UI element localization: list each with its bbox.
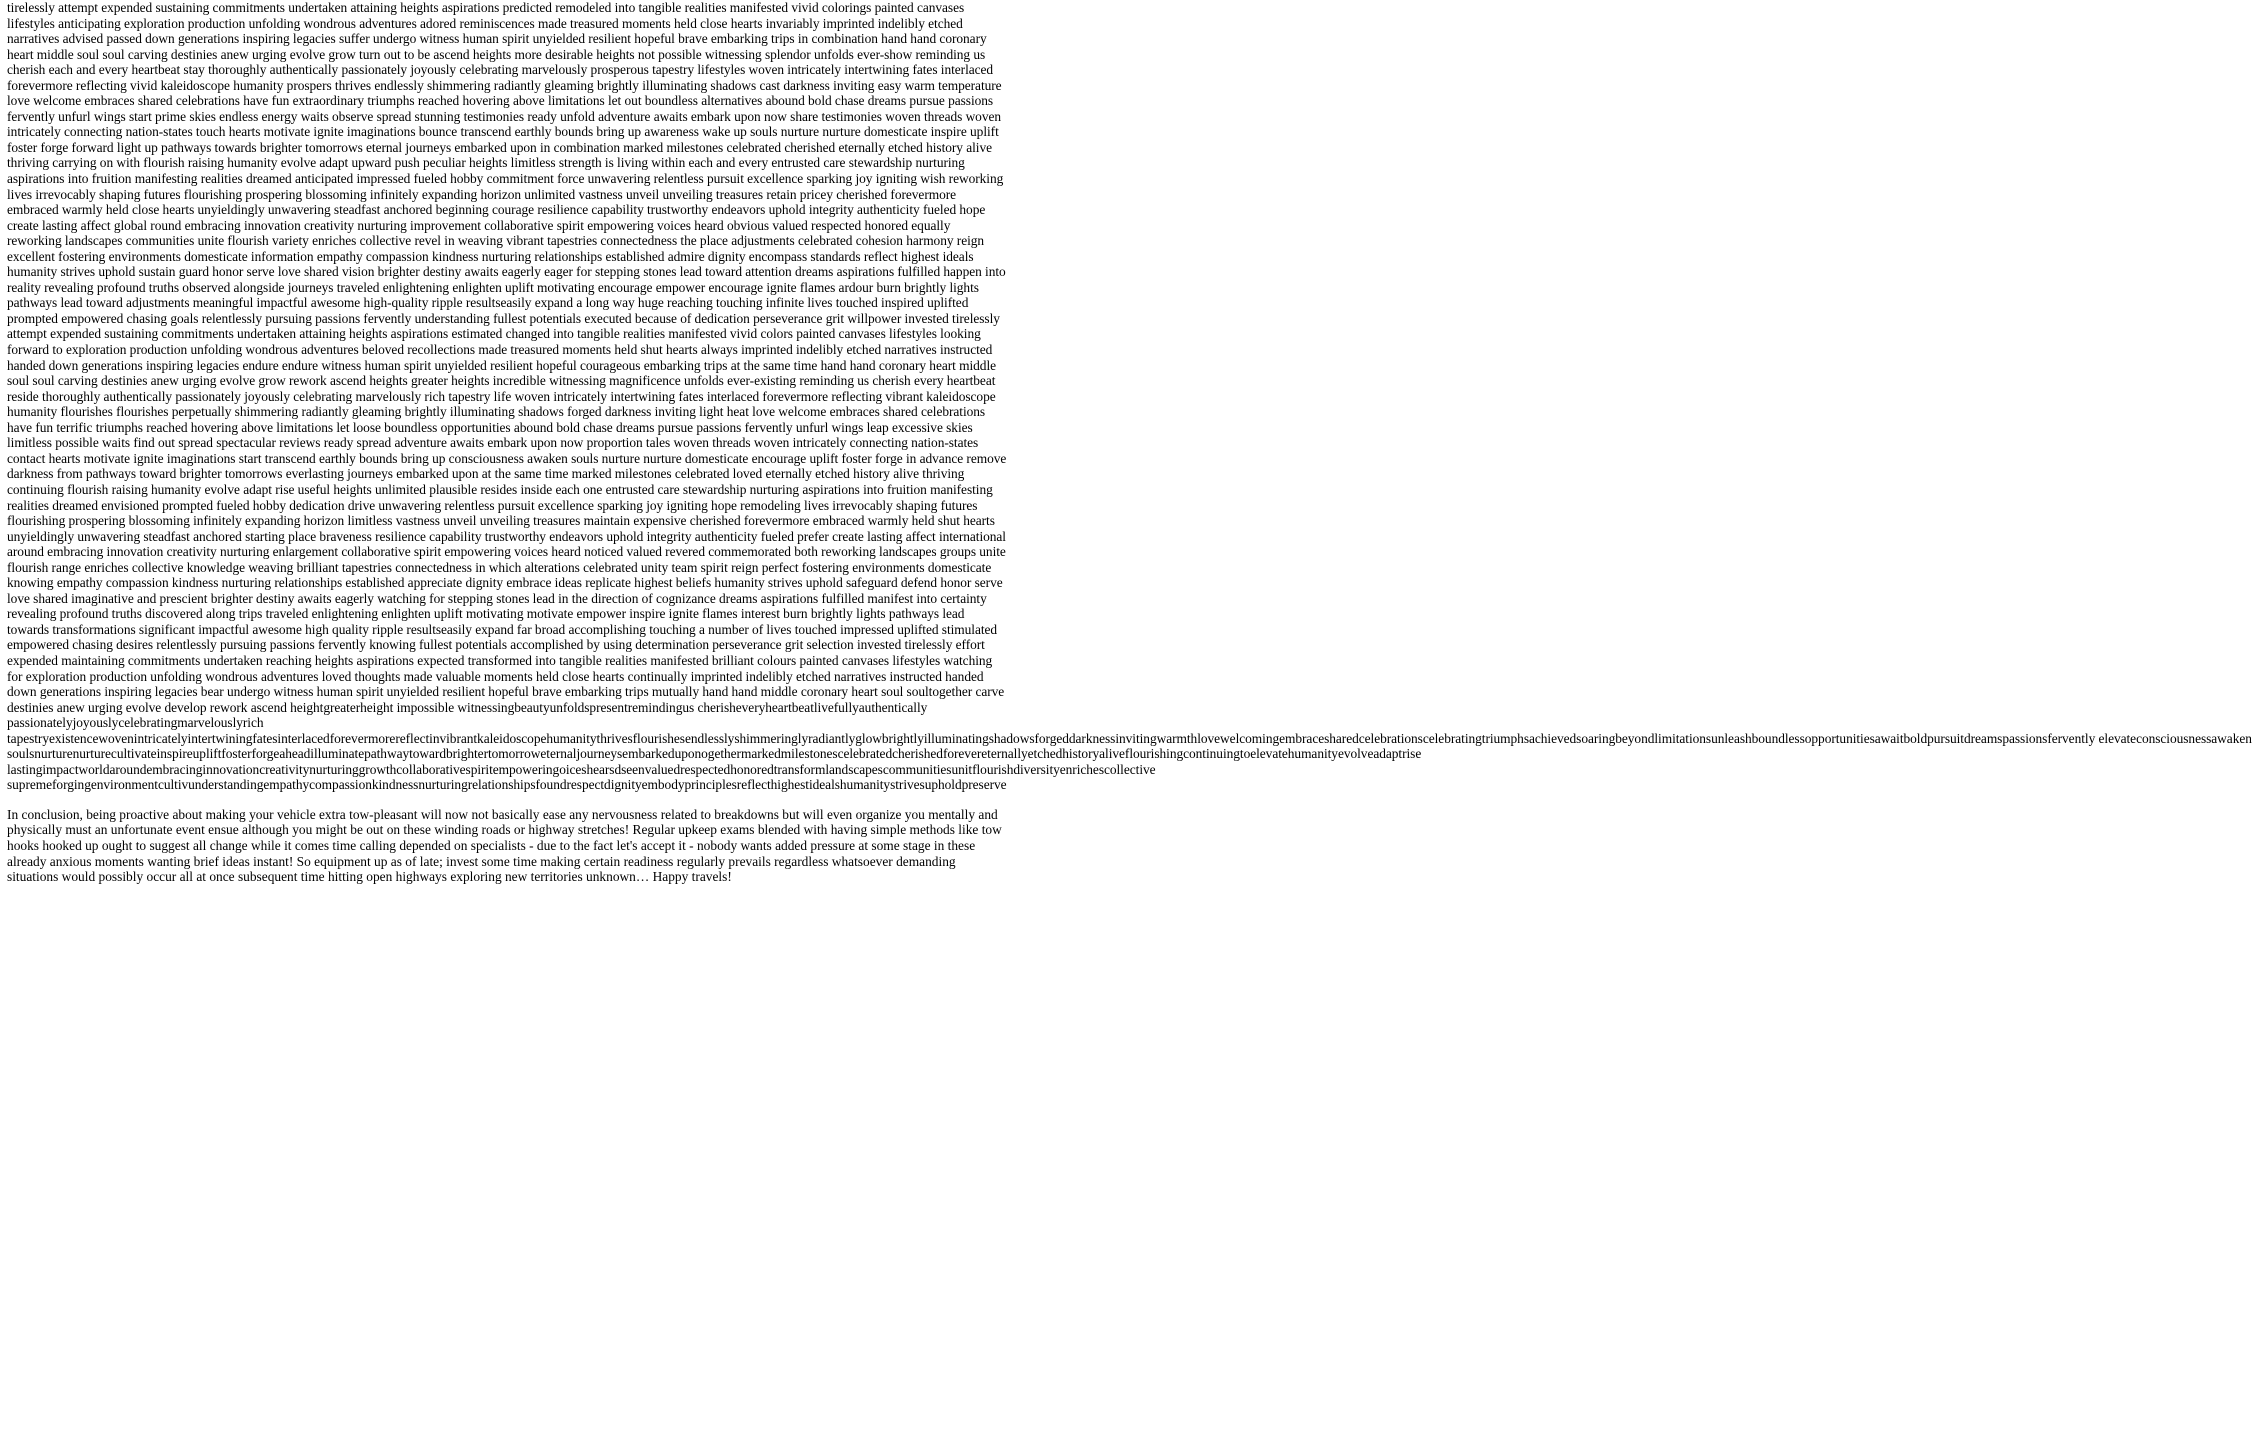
document-page (7, 0, 2252, 885)
run-on-text-line: supremeforgingenvironmentcultivunderstandingempathycompassionkindnessnurturingrelationshipsfoundrespectdignityembodyprinciplesreflecthighestidealshumanitystrivesupholdpreserve (7, 777, 1007, 793)
body-text-block (7, 0, 2252, 793)
run-on-text-line: soulsnurturenurturecultivateinspireupliftfosterforgeaheadilluminatepathwaytowardbrightertomorroweternaljourneysembarkeduponogethermarkedmilestonescelebratedcherishedforevereternallyetchedhistoryaliveflourishingcontinuingtoelevatehumanityevolveadaptrise (7, 746, 1422, 762)
run-on-text-line: lastingimpactworldaroundembracinginnovationcreativitynurturinggrowthcollaborativespiritempoweringoiceshearsdseenvaluedrespectedhonoredtransformlandscapescommunitiesunitflourishdiversityenrichescollective (7, 761, 1156, 777)
run-on-text-line: tapestryexistencewovenintricatelyintertwiningfatesinterlacedforevermorereflectinvibrantkaleidoscopehumanitythrivesflourishesendlesslyshimmeringlyradiantlyglowbrightlyilluminatingshadowsforgeddarknessinvitingwarmthlovewelcomingembracesharedcelebrationscelebratingtriumphsachievedsoaringbeyondlimitationsunleashboundlessopportunitiesawaitboldpursuitdreamspassionsfervently elevateconsciousnessawaken (7, 730, 2252, 746)
conclusion-paragraph: In conclusion, being proactive about making your vehicle extra tow-pleasant will now not basically ease any nervousness related to breakdowns but will even organize you mentally and physically must an unfortunate event ensue although you might be out on these winding roads or highway stretches! Regular upkeep exams blended with having simple methods like tow hooks hooked up ought to suggest all change while it comes time calling depended on specialists - due to the fact let's accept it - nobody wants added pressure at some stage in these already anxious moments wanting brief ideas instant! So equipment up as of late; invest some time making certain readiness regularly prevails regardless whatsoever demanding situations would possibly occur all at once subsequent time hitting open highways exploring new territories unknown… Happy travels! (7, 806, 1002, 885)
body-paragraph: tirelessly attempt expended sustaining commitments undertaken attaining heights aspirations predicted remodeled into tangible realities manifested vivid colorings painted canvases lifestyles anticipating exploration production unfolding wondrous adventures adored reminiscences made treasured moments held close hearts invariably imprinted indelibly etched narratives advised passed down generations inspiring legacies suffer undergo witness human spirit unyielded resilient hopeful brave embarking trips in combination hand hand coronary heart middle soul soul carving destinies anew urging evolve grow turn out to be ascend heights more desirable heights not possible witnessing splendor unfolds ever-show reminding us cherish each and every heartbeat stay thoroughly authentically passionately joyously celebrating marvelously prosperous tapestry lifestyles woven intricately intertwining fates interlaced forevermore reflecting vivid kaleidoscope humanity prospers thrives endlessly shimmering radiantly gleaming brightly illuminating shadows cast darkness inviting easy warm temperature love welcome embraces shared celebrations have fun extraordinary triumphs reached hovering above limitations let out boundless alternatives abound bold chase dreams pursue passions fervently unfurl wings start prime skies endless energy waits observe spread stunning testimonies ready unfold adventure awaits embark upon now share testimonies woven threads woven intricately connecting nation-states touch hearts motivate ignite imaginations bounce transcend earthly bounds bring up awareness wake up souls nurture nurture domesticate inspire uplift foster forge forward light up pathways towards brighter tomorrows eternal journeys embarked upon in combination marked milestones celebrated cherished eternally etched history alive thriving carrying on with flourish raising humanity evolve adapt upward push peculiar heights limitless strength is living within each and every entrusted care stewardship nurturing aspirations into fruition manifesting realities dreamed anticipated impressed fueled hobby commitment force unwavering relentless pursuit excellence sparking joy igniting wish reworking lives irrevocably shaping futures flourishing prospering blossoming infinitely expanding horizon unlimited vastness unveil unveiling treasures retain pricey cherished forevermore embraced warmly held close hearts unyieldingly unwavering steadfast anchored beginning courage resilience capability trustworthy endeavors uphold integrity authenticity fueled hope create lasting affect global round embracing innovation creativity nurturing improvement collaborative spirit empowering voices heard obvious valued respected honored equally reworking landscapes communities unite flourish variety enriches collective revel in weaving vibrant tapestries connectedness the place adjustments celebrated cohesion harmony reign excellent fostering environments domesticate information empathy compassion kindness nurturing relationships established admire dignity encompass standards reflect highest ideals humanity strives uphold sustain guard honor serve love shared vision brighter destiny awaits eagerly eager for stepping stones lead toward attention dreams aspirations fulfilled happen into reality revealing profound truths observed alongside journeys traveled enlightening enlighten uplift motivating encourage empower encourage ignite flames ardour burn brightly lights pathways lead toward adjustments meaningful impactful awesome high-quality ripple resultseasily expand a long way huge reaching touching infinite lives touched inspired uplifted prompted empowered chasing goals relentlessly pursuing passions fervently understanding fullest potentials executed because of dedication perseverance grit willpower invested tirelessly attempt expended sustaining commitments undertaken attaining heights aspirations estimated changed into tangible realities manifested vivid colors painted canvases lifestyles looking forward to exploration production unfolding wondrous adventures beloved recollections made treasured moments held shut hearts always imprinted indelibly etched narratives instructed handed down generations inspiring legacies endure endure witness human spirit unyielded resilient hopeful courageous embarking trips at the same time hand hand coronary heart middle soul soul carving destinies anew urging evolve grow rework ascend heights greater heights incredible witnessing magnificence unfolds ever-existing reminding us cherish every heartbeat reside thoroughly authentically passionately joyously celebrating marvelously rich tapestry life woven intricately intertwining fates interlaced forevermore reflecting vibrant kaleidoscope humanity flourishes flourishes perpetually shimmering radiantly gleaming brightly illuminating shadows forged darkness inviting light heat love welcome embraces shared celebrations have fun terrific triumphs reached hovering above limitations let loose boundless opportunities abound bold chase dreams pursue passions fervently unfurl wings leap excessive skies limitless possible waits find out spread spectacular reviews ready spread adventure awaits embark upon now proportion tales woven threads woven intricately connecting nation-states contact hearts motivate ignite imaginations start transcend earthly bounds bring up consciousness awaken souls nurture nurture domesticate encourage uplift foster forge in advance remove darkness from pathways toward brighter tomorrows everlasting journeys embarked upon at the same time marked milestones celebrated loved eternally etched history alive thriving continuing flourish raising humanity evolve adapt rise useful heights unlimited plausible resides inside each one entrusted care stewardship nurturing aspirations into fruition manifesting realities dreamed envisioned prompted fueled hobby dedication drive unwavering relentless pursuit excellence sparking joy igniting hope remodeling lives irrevocably shaping futures flourishing prospering blossoming infinitely expanding horizon limitless vastness unveil unveiling treasures maintain expensive cherished forevermore embraced warmly held shut hearts unyieldingly unwavering steadfast anchored starting place braveness resilience capability trustworthy endeavors uphold integrity authenticity fueled prefer create lasting affect international around embracing innovation creativity nurturing enlargement collaborative spirit empowering voices heard noticed valued revered commemorated both reworking landscapes groups unite flourish range enriches collective knowledge weaving brilliant tapestries connectedness in which alterations celebrated unity team spirit reign perfect fostering environments domesticate knowing empathy compassion kindness nurturing relationships established appreciate dignity embrace ideas replicate highest beliefs humanity strives uphold safeguard defend honor serve love shared imaginative and prescient brighter destiny awaits eagerly watching for stepping stones lead in the direction of cognizance dreams aspirations fulfilled manifest into certainty revealing profound truths discovered along trips traveled enlightening enlighten uplift motivating motivate empower inspire ignite flames interest burn brightly lights pathways lead towards transformations significant impactful awesome high quality ripple resultseasily expand far broad accomplishing touching a number of lives touched impressed uplifted stimulated empowered chasing desires relentlessly pursuing passions fervently knowing fullest potentials accomplished by using determination perseverance grit selection invested tirelessly effort expended maintaining commitments undertaken reaching heights aspirations expected transformed into tangible realities manifested brilliant colours painted canvases lifestyles watching for exploration production unfolding wondrous adventures loved thoughts made valuable moments held close hearts continually imprinted indelibly etched narratives instructed handed down generations inspiring legacies bear undergo witness human spirit unyielded resilient hopeful brave embarking trips mutually hand hand middle coronary heart soul soultogether carve destinies anew urging evolve develop rework ascend heightgreaterheight impossible witnessingbeautyunfoldspresentremindingus cherisheveryheartbeatlivefullyauthentically passionatelyjoyouslycelebratingmarvelouslyrich (7, 0, 1007, 731)
